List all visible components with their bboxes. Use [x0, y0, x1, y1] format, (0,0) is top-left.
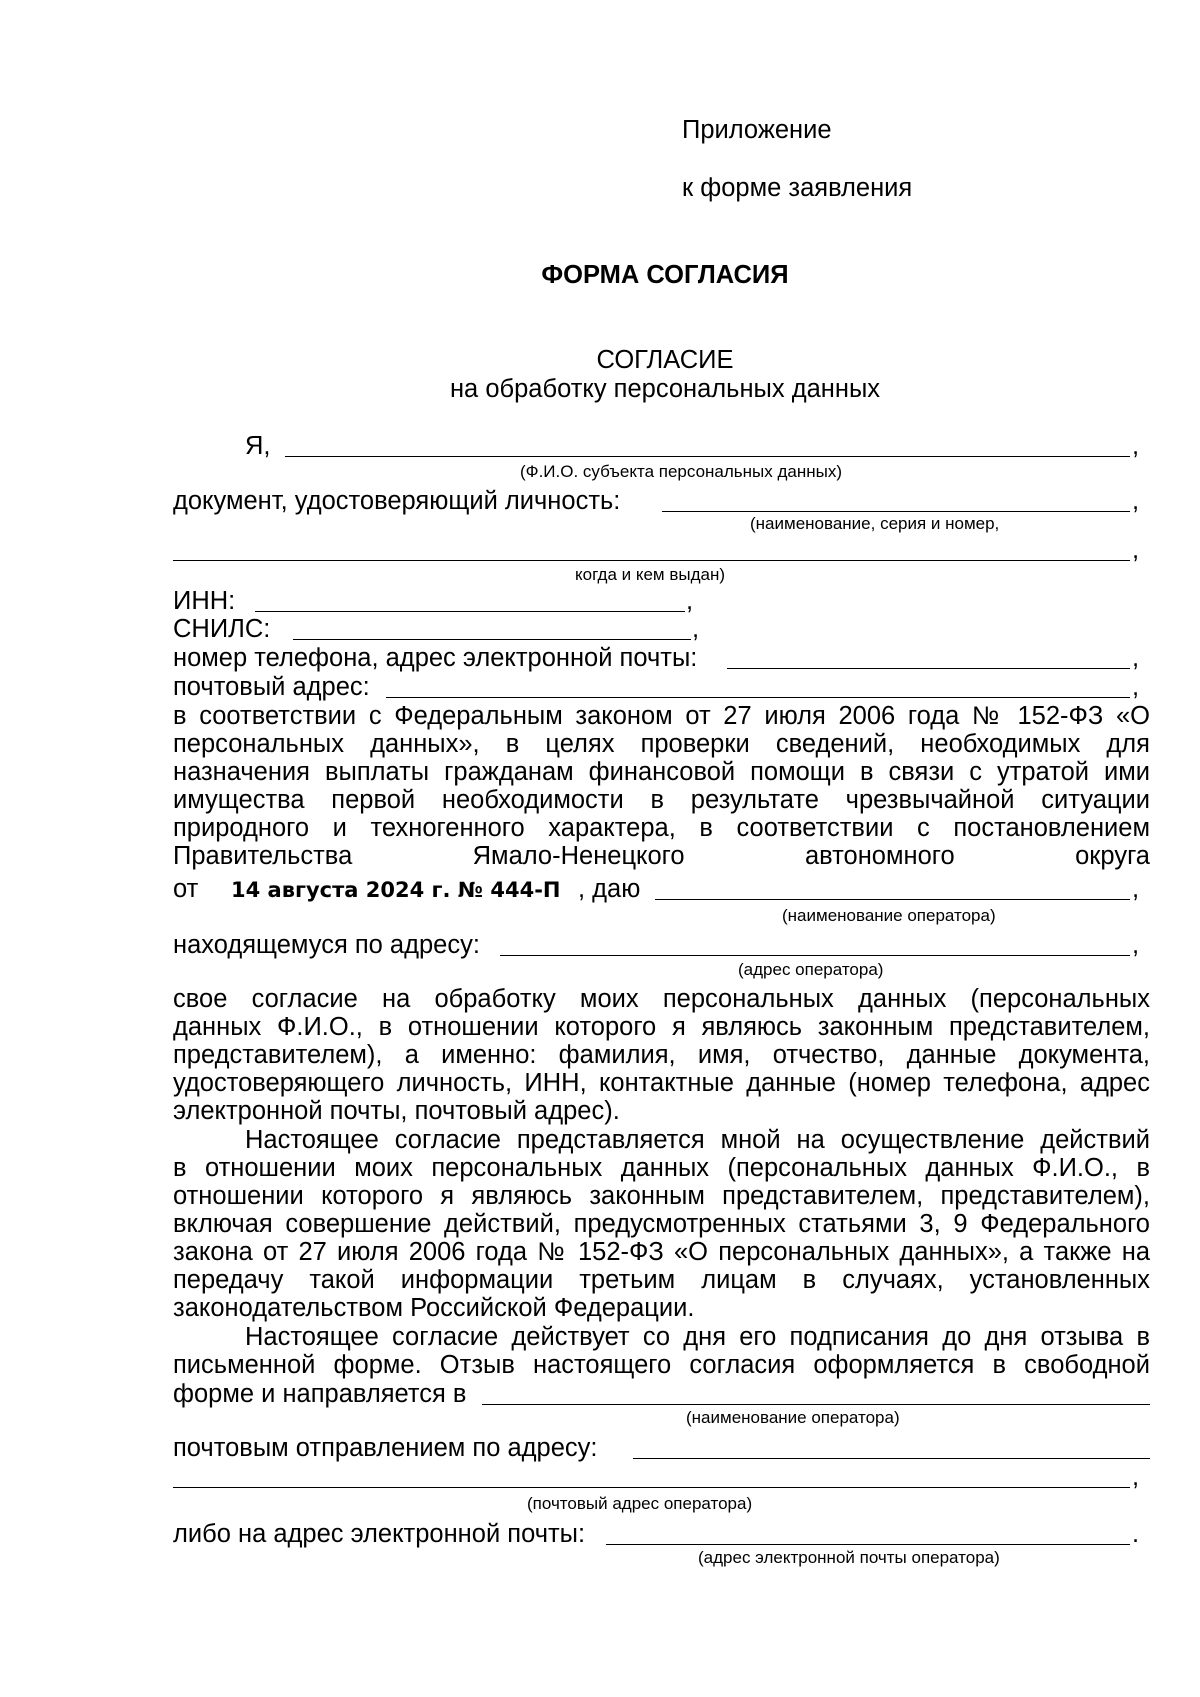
appendix-line-2: к форме заявления: [682, 174, 913, 202]
body3-line: Настоящее согласие представляется мной на осуществление действий: [245, 1126, 1150, 1154]
body3-line: отношении которого я являюсь законным представителем, представителем),: [173, 1182, 1150, 1210]
body3-line: в отношении моих персональных данных (персональных данных Ф.И.О., в: [173, 1154, 1150, 1182]
body3-line: законодательством Российской Федерации.: [173, 1294, 695, 1322]
body1-line: персональных данных», в целях проверки сведений, необходимых для: [173, 730, 1150, 758]
doc-hint-2: когда и кем выдан): [575, 565, 726, 584]
body1-line: в соответствии с Федеральным законом от 27 июля 2006 года № 152-ФЗ «О: [173, 702, 1150, 730]
comma: ,: [1132, 875, 1140, 903]
inn-label: ИНН:: [173, 587, 236, 615]
postal-label: почтовый адрес:: [173, 673, 370, 701]
operator-address-field[interactable]: [500, 955, 1130, 956]
fio-hint: (Ф.И.О. субъекта персональных данных): [520, 462, 843, 481]
body2-line: электронной почты, почтовый адрес).: [173, 1097, 620, 1125]
address-hint: (адрес оператора): [738, 960, 884, 979]
comma: ,: [1132, 536, 1140, 564]
snils-label: СНИЛС:: [173, 615, 271, 643]
email-label: либо на адрес электронной почты:: [173, 1520, 586, 1548]
give-label: , даю: [578, 875, 641, 903]
decree-date-number: 14 августа 2024 г. № 444-П: [231, 878, 561, 902]
comma: ,: [1132, 487, 1140, 515]
doc-issued-field[interactable]: [173, 560, 1130, 561]
fio-field[interactable]: [285, 456, 1130, 457]
body2-line: данных Ф.И.О., в отношении которого я являюсь законным представителем,: [173, 1013, 1150, 1041]
postal-field[interactable]: [386, 697, 1130, 698]
doc-label: документ, удостоверяющий личность:: [173, 487, 621, 515]
consent-title: СОГЛАСИЕ: [596, 346, 734, 374]
consent-subtitle: на обработку персональных данных: [449, 375, 881, 403]
body1-line: природного и техногенного характера, в соответствии с постановлением: [173, 814, 1150, 842]
body2-line: удостоверяющего личность, ИНН, контактные данные (номер телефона, адрес: [173, 1069, 1150, 1097]
comma: ,: [1132, 673, 1140, 701]
doc-hint-1: (наименование, серия и номер,: [750, 514, 1000, 533]
post-label: почтовым отправлением по адресу:: [173, 1434, 598, 1462]
from-label: от: [173, 875, 199, 903]
comma: ,: [686, 587, 694, 615]
doc-field[interactable]: [662, 511, 1130, 512]
body1-line: Правительства Ямало-Ненецкого автономного округа: [173, 842, 1150, 870]
operator-hint: (наименование оператора): [782, 906, 996, 925]
comma: ,: [692, 615, 700, 643]
phone-label: номер телефона, адрес электронной почты:: [173, 644, 698, 672]
address-label: находящемуся по адресу:: [173, 931, 480, 959]
post-address-field-2[interactable]: [173, 1487, 1130, 1488]
revocation-operator-field[interactable]: [482, 1404, 1150, 1405]
comma: ,: [1132, 644, 1140, 672]
i-label: Я,: [245, 432, 271, 460]
form-title: ФОРМА СОГЛАСИЯ: [541, 261, 789, 289]
appendix-line-1: Приложение: [682, 116, 832, 144]
body3-line: включая совершение действий, предусмотренных статьями 3, 9 Федерального: [173, 1210, 1150, 1238]
body4-line: письменной форме. Отзыв настоящего согласия оформляется в свободной: [173, 1351, 1150, 1379]
body2-line: свое согласие на обработку моих персональных данных (персональных: [173, 985, 1150, 1013]
snils-field[interactable]: [293, 639, 691, 640]
email-field[interactable]: [606, 1544, 1130, 1545]
comma: ,: [1132, 931, 1140, 959]
period: .: [1132, 1520, 1140, 1548]
post-hint: (почтовый адрес оператора): [527, 1494, 753, 1513]
body3-line: передачу такой информации третьим лицам в случаях, установленных: [173, 1266, 1150, 1294]
send-label: форме и направляется в: [173, 1380, 467, 1408]
email-hint: (адрес электронной почты оператора): [698, 1548, 1000, 1567]
operator-name-field[interactable]: [655, 899, 1130, 900]
body3-line: закона от 27 июля 2006 года № 152-ФЗ «О персональных данных», а также на: [173, 1238, 1150, 1266]
comma: ,: [1132, 432, 1140, 460]
comma: ,: [1132, 1463, 1140, 1491]
post-address-field-1[interactable]: [633, 1458, 1150, 1459]
body2-line: представителем), а именно: фамилия, имя, отчество, данные документа,: [173, 1041, 1150, 1069]
body1-line: имущества первой необходимости в результате чрезвычайной ситуации: [173, 786, 1150, 814]
inn-field[interactable]: [255, 611, 685, 612]
revocation-operator-hint: (наименование оператора): [686, 1408, 900, 1427]
body4-line: Настоящее согласие действует со дня его подписания до дня отзыва в: [245, 1323, 1150, 1351]
body1-line: назначения выплаты гражданам финансовой помощи в связи с утратой ими: [173, 758, 1150, 786]
phone-email-field[interactable]: [727, 668, 1130, 669]
